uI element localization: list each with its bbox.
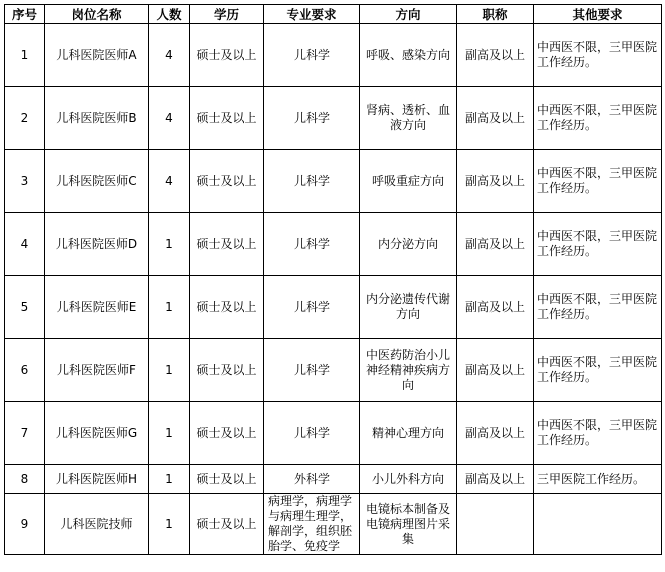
header-education: 学历: [190, 5, 264, 24]
cell-education: 硕士及以上: [190, 339, 264, 402]
cell-major: 儿科学: [264, 150, 360, 213]
table-row: [5, 150, 662, 213]
cell-title: 副高及以上: [457, 339, 534, 402]
table-row: [5, 87, 662, 150]
cell-no: 5: [5, 276, 45, 339]
cell-other: 中西医不限，三甲医院工作经历。: [534, 24, 662, 87]
cell-title: 副高及以上: [457, 465, 534, 494]
cell-education: 硕士及以上: [190, 213, 264, 276]
cell-position: 儿科医院技师: [45, 494, 149, 555]
cell-title: 副高及以上: [457, 276, 534, 339]
header-title: 职称: [457, 5, 534, 24]
cell-no: 3: [5, 150, 45, 213]
cell-major: 儿科学: [264, 339, 360, 402]
cell-position: 儿科医院医师D: [45, 213, 149, 276]
cell-title: 副高及以上: [457, 150, 534, 213]
cell-direction: 肾病、透析、血液方向: [360, 87, 457, 150]
cell-direction: 内分泌遗传代谢方向: [360, 276, 457, 339]
table-row: [5, 339, 662, 402]
cell-position: 儿科医院医师F: [45, 339, 149, 402]
cell-other: 中西医不限，三甲医院工作经历。: [534, 87, 662, 150]
cell-other: 中西医不限，三甲医院工作经历。: [534, 402, 662, 465]
cell-title: 副高及以上: [457, 213, 534, 276]
cell-direction: 内分泌方向: [360, 213, 457, 276]
table-header-row: [5, 5, 662, 24]
cell-other: 中西医不限，三甲医院工作经历。: [534, 150, 662, 213]
cell-major: 儿科学: [264, 213, 360, 276]
cell-position: 儿科医院医师E: [45, 276, 149, 339]
cell-no: 9: [5, 494, 45, 555]
cell-education: 硕士及以上: [190, 150, 264, 213]
cell-title: [457, 494, 534, 555]
cell-major: 儿科学: [264, 276, 360, 339]
cell-direction: 中医药防治小儿神经精神疾病方向: [360, 339, 457, 402]
table-row: [5, 213, 662, 276]
cell-no: 8: [5, 465, 45, 494]
cell-major: 儿科学: [264, 24, 360, 87]
cell-no: 4: [5, 213, 45, 276]
cell-education: 硕士及以上: [190, 402, 264, 465]
cell-position: 儿科医院医师G: [45, 402, 149, 465]
cell-position: 儿科医院医师C: [45, 150, 149, 213]
cell-count: 1: [149, 276, 190, 339]
cell-education: 硕士及以上: [190, 24, 264, 87]
table-row: [5, 276, 662, 339]
header-no: 序号: [5, 5, 45, 24]
cell-position: 儿科医院医师A: [45, 24, 149, 87]
cell-no: 2: [5, 87, 45, 150]
cell-other: [534, 494, 662, 555]
cell-major: 儿科学: [264, 402, 360, 465]
cell-count: 1: [149, 465, 190, 494]
header-other: 其他要求: [534, 5, 662, 24]
table-row: [5, 494, 662, 555]
cell-position: 儿科医院医师B: [45, 87, 149, 150]
cell-other: 中西医不限，三甲医院工作经历。: [534, 339, 662, 402]
cell-direction: 小儿外科方向: [360, 465, 457, 494]
cell-education: 硕士及以上: [190, 276, 264, 339]
cell-major: 病理学，病理学与病理生理学，解剖学，组织胚胎学、免疫学: [264, 494, 360, 555]
cell-title: 副高及以上: [457, 24, 534, 87]
table-row: [5, 465, 662, 494]
cell-count: 4: [149, 87, 190, 150]
cell-no: 7: [5, 402, 45, 465]
cell-education: 硕士及以上: [190, 87, 264, 150]
cell-title: 副高及以上: [457, 87, 534, 150]
table-row: [5, 402, 662, 465]
cell-position: 儿科医院医师H: [45, 465, 149, 494]
recruitment-table: [4, 4, 662, 555]
cell-education: 硕士及以上: [190, 465, 264, 494]
cell-count: 1: [149, 339, 190, 402]
cell-direction: 电镜标本制备及电镜病理图片采集: [360, 494, 457, 555]
cell-major: 儿科学: [264, 87, 360, 150]
cell-count: 1: [149, 213, 190, 276]
cell-no: 1: [5, 24, 45, 87]
header-direction: 方向: [360, 5, 457, 24]
cell-major: 外科学: [264, 465, 360, 494]
cell-direction: 呼吸重症方向: [360, 150, 457, 213]
cell-count: 4: [149, 24, 190, 87]
cell-title: 副高及以上: [457, 402, 534, 465]
cell-other: 中西医不限，三甲医院工作经历。: [534, 213, 662, 276]
cell-education: 硕士及以上: [190, 494, 264, 555]
header-major: 专业要求: [264, 5, 360, 24]
cell-count: 1: [149, 402, 190, 465]
cell-direction: 呼吸、感染方向: [360, 24, 457, 87]
cell-direction: 精神心理方向: [360, 402, 457, 465]
cell-count: 1: [149, 494, 190, 555]
cell-count: 4: [149, 150, 190, 213]
header-count: 人数: [149, 5, 190, 24]
table-row: [5, 24, 662, 87]
cell-no: 6: [5, 339, 45, 402]
cell-other: 中西医不限，三甲医院工作经历。: [534, 276, 662, 339]
cell-other: 三甲医院工作经历。: [534, 465, 662, 494]
header-position: 岗位名称: [45, 5, 149, 24]
